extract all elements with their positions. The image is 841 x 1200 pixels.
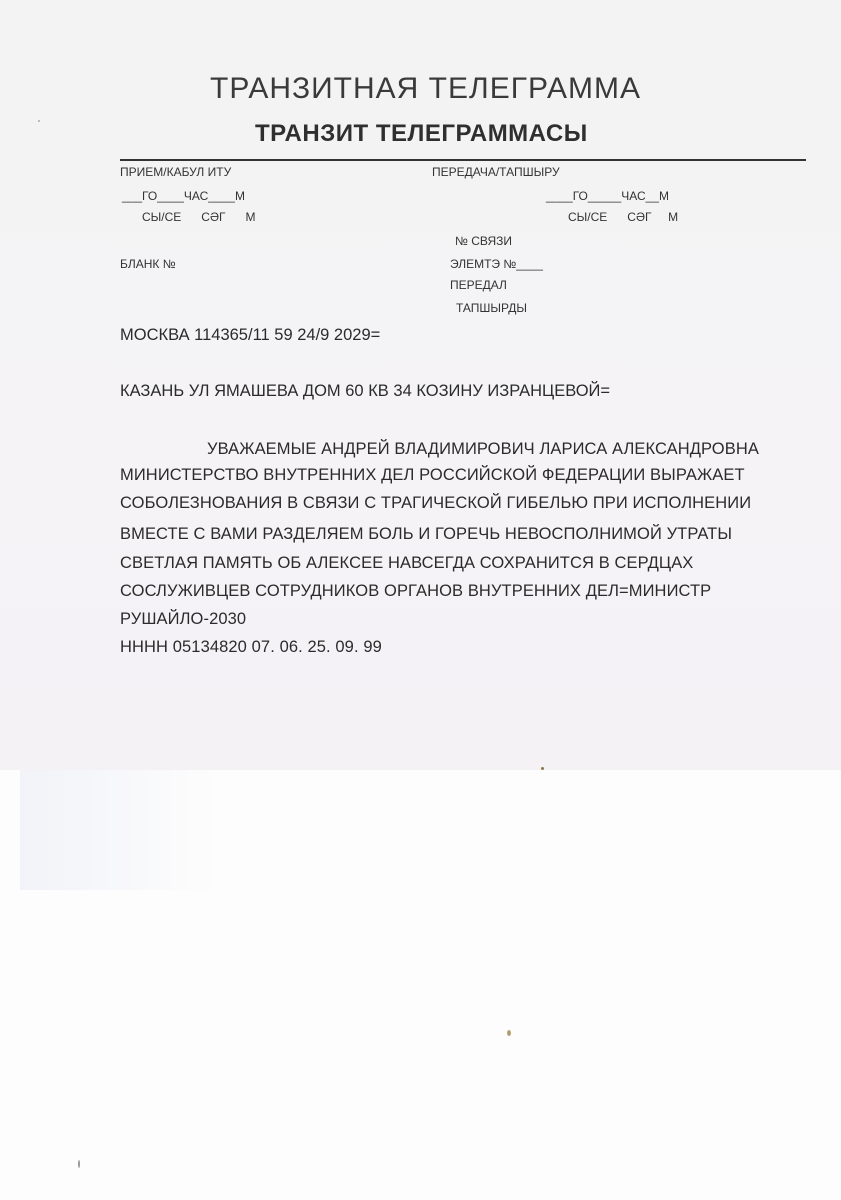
telegram-line-3: СОБОЛЕЗНОВАНИЯ В СВЯЗИ С ТРАГИЧЕСКОЙ ГИБЕЛЬЮ ПРИ ИСПОЛНЕНИИ — [120, 494, 752, 512]
scan-shading — [20, 770, 220, 890]
document-title-tatar: ТРАНЗИТ ТЕЛЕГРАММАСЫ — [255, 120, 588, 147]
scan-speck — [38, 120, 40, 122]
scan-speck — [507, 1030, 511, 1036]
reception-time-labels: СЫ/СЕ СӘГ М — [142, 210, 256, 224]
telegram-line-6: СОСЛУЖИВЦЕВ СОТРУДНИКОВ ОРГАНОВ ВНУТРЕННИХ ДЕЛ=МИНИСТР — [120, 582, 712, 600]
reception-time-fields: ___ГО____ЧАС____М — [122, 189, 245, 203]
scan-speck — [541, 767, 544, 770]
telegram-line-4: ВМЕСТЕ С ВАМИ РАЗДЕЛЯЕМ БОЛЬ И ГОРЕЧЬ НЕВОСПОЛНИМОЙ УТРАТЫ — [120, 525, 733, 543]
transmission-time-labels: СЫ/СЕ СӘГ М — [568, 210, 679, 224]
telegram-line-2: МИНИСТЕРСТВО ВНУТРЕННИХ ДЕЛ РОССИЙСКОЙ ФЕДЕРАЦИИ ВЫРАЖАЕТ — [120, 466, 745, 484]
reception-label: ПРИЕМ/КАБУЛ ИТУ — [120, 165, 232, 179]
transmitted-label-tatar: ТАПШЫРДЫ — [456, 301, 527, 315]
telegram-line-1: УВАЖАЕМЫЕ АНДРЕЙ ВЛАДИМИРОВИЧ ЛАРИСА АЛЕКСАНДРОВНА — [207, 440, 759, 458]
telegram-address: КАЗАНЬ УЛ ЯМАШЕВА ДОМ 60 КВ 34 КОЗИНУ ИЗРАНЦЕВОЙ= — [120, 382, 611, 400]
link-number-field: ЭЛЕМТЭ №____ — [450, 257, 543, 271]
scan-speck — [78, 1160, 80, 1168]
telegram-line-7: РУШАЙЛО-2030 — [120, 610, 247, 628]
link-number-label: № СВЯЗИ — [455, 234, 513, 248]
telegram-line-5: СВЕТЛАЯ ПАМЯТЬ ОБ АЛЕКСЕЕ НАВСЕГДА СОХРАНИТСЯ В СЕРДЦАХ — [120, 554, 694, 572]
blank-number-label: БЛАНК № — [120, 257, 176, 271]
telegram-line-8: НННН 05134820 07. 06. 25. 09. 99 — [120, 638, 382, 656]
transmitted-label: ПЕРЕДАЛ — [450, 278, 507, 292]
document-title: ТРАНЗИТНАЯ ТЕЛЕГРАММА — [210, 72, 641, 105]
transmission-label: ПЕРЕДАЧА/ТАПШЫРУ — [432, 165, 560, 179]
transmission-time-fields: ____ГО_____ЧАС__М — [546, 189, 669, 203]
telegram-origin: МОСКВА 114365/11 59 24/9 2029= — [120, 326, 381, 344]
header-divider — [120, 159, 806, 161]
